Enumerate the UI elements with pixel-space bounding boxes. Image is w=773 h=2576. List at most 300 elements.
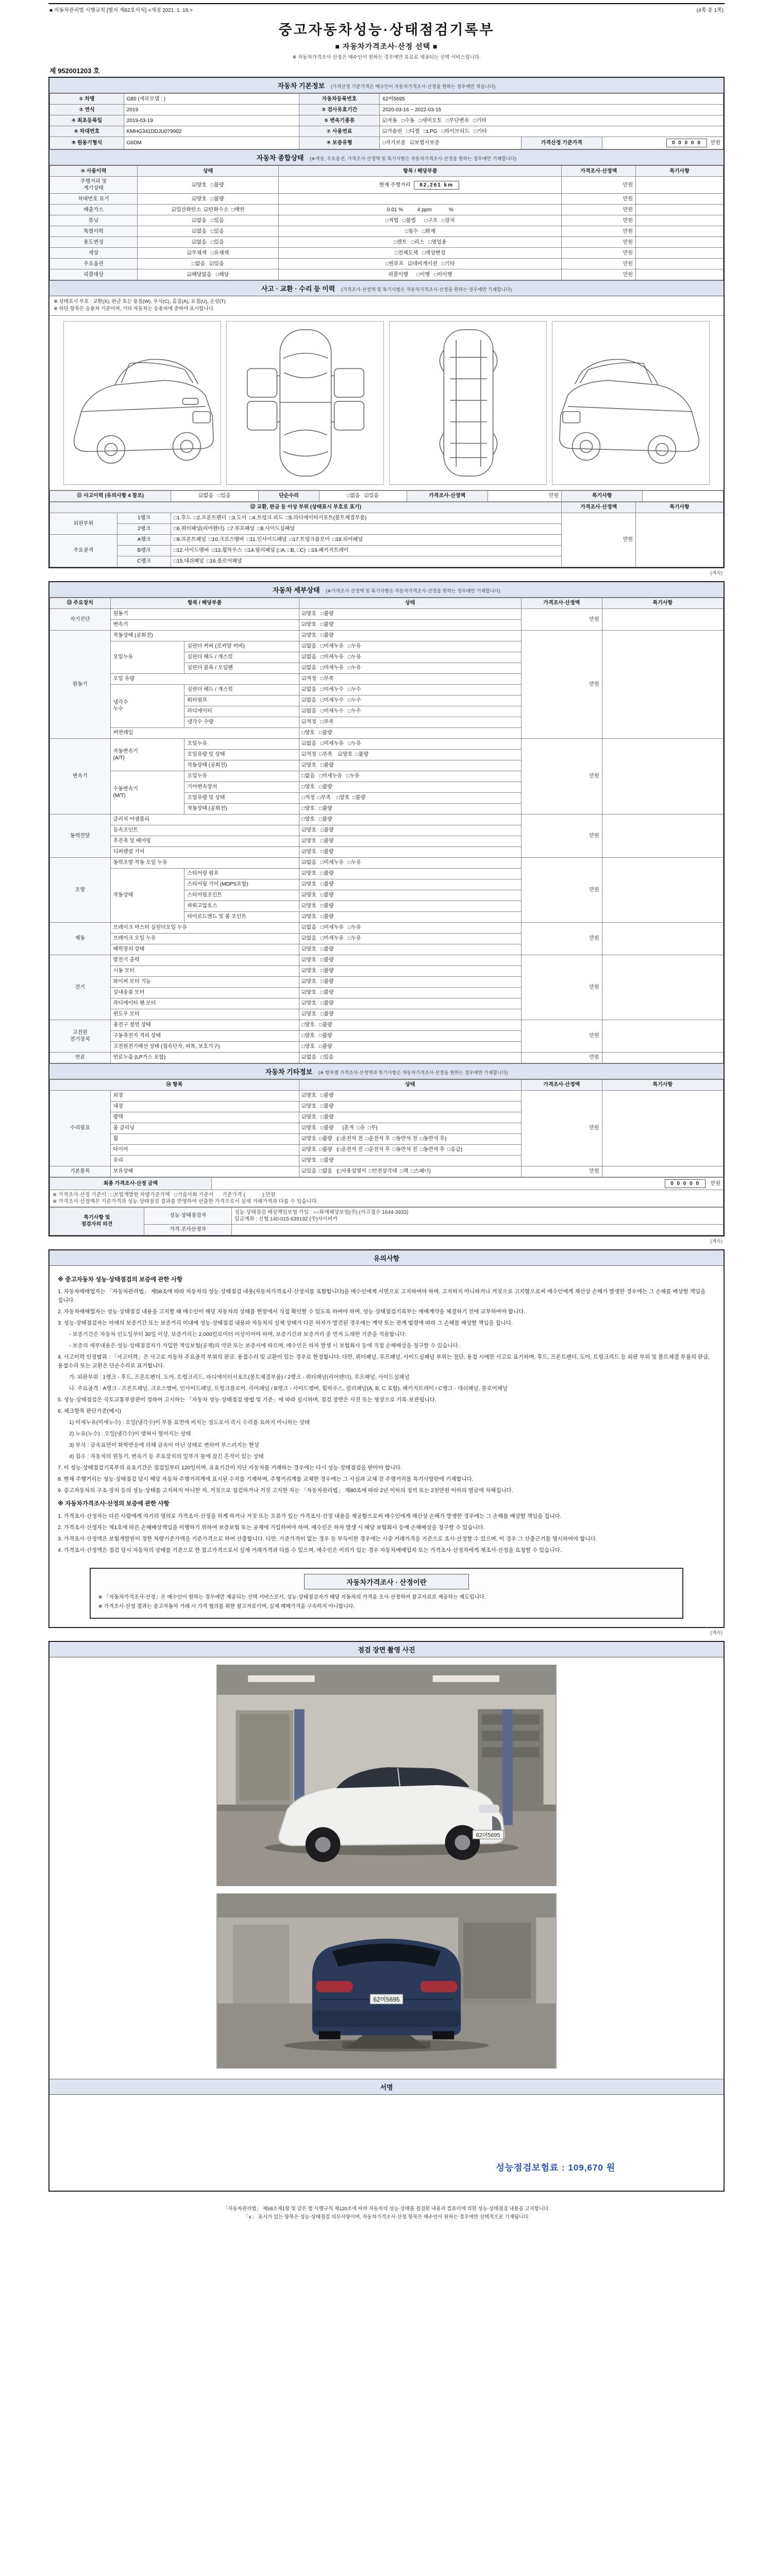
cell: 오일누유 [184,738,299,749]
basic-info-table [49,93,724,149]
cell[interactable]: □없음 ☑있음 [137,259,278,269]
cell: ③ 검사유효기간 [299,105,380,115]
cell: 만원 [562,215,636,226]
etc-info-table [49,1079,724,1177]
cell: 작동상태 (공회전) [184,803,299,814]
cell: 만원 [562,237,636,248]
accident-legend-2: ※ 하단 항목은 승용차 기준이며, 기타 자동차는 승용차에 준하여 표시합니다. [54,306,215,312]
notice-line: - 보증기간은 자동차 인도일부터 30일 이상, 보증거리는 2,000킬로미터 이상이어야 하며, 보증기간과 보증거리 중 먼저 도래한 기준을 적용합니다. [69,1331,407,1338]
cell: 만원 [562,226,636,237]
cell[interactable]: ☑양호 □불량 [299,630,521,641]
cell: 브레이크 마스터 실린더오일 누유 [110,922,299,933]
cell[interactable]: ☑양호 □불량 [299,846,521,857]
notice-line: ※ 가격조사·산정 결과는 중고자동차 거래 시 가격 협의를 위한 참고자료이며, 실제 매매가격을 구속하지 아니합니다. [98,1604,355,1610]
cell: 만원 [562,205,636,215]
footer-line-1: 「자동차관리법」 제58조제1항 및 같은 법 시행규칙 제120조에 따라 자동차의 성능·상태를 점검한 내용과 컴퓨터에 의한 성능·상태점검 내용을 고지합니다. [223,2206,550,2212]
cell: 냉각수 누수 [110,684,184,727]
cell[interactable]: ☑없음 □미세누유 □누유 [299,663,521,673]
page-marker: (4쪽 중 1쪽) [696,8,724,13]
cell [602,608,723,630]
continued-marker-1: (계속) [710,570,722,575]
section-accident-title: 사고 · 교환 · 수리 등 이력 [261,285,335,293]
cell: 타이어 [110,1144,299,1155]
cell[interactable]: ☑양호 □불량 [299,1155,521,1166]
cell [602,630,723,738]
section-overall-title: 자동차 종합상태 [256,154,304,162]
cell: 수리필요 [50,1090,111,1166]
cell: ⑩ 사용이력 [50,166,138,177]
cell: ⑪ 사고이력 (유의사항 4 참조) [50,490,171,501]
cell: 성능·상태점검 배상책임보험 가입 : ○○화재해상보험(주) (사고접수 1644-3933) 입금계좌 : 신협 140-015-639192 (주)사이버카 [231,1207,723,1224]
cell: B랭크 [117,545,171,556]
cell: 특기사항 [562,490,643,501]
cell[interactable]: ☑적정 □부족 [299,717,521,727]
cell[interactable]: ☑해당없음 □해당 [137,269,278,280]
cell [231,1224,723,1235]
block-vehicle-overview [48,77,725,568]
cell[interactable]: ☑양호 □불량 [299,976,521,987]
cell [602,1052,723,1063]
section-detail-title: 자동차 세부상태 [273,586,320,594]
notice-line: 1) 미세누유(미세누수) : 오일(냉각수)이 부품 표면에 비치는 정도로서 즉시 수리를 요하지 아니하는 상태 [69,1419,310,1426]
cell: 가격조사·산정액 [521,1079,602,1090]
notice-line: 2. 자동차매매업자는 성능·상태점검 내용을 고지할 때 매수인이 해당 자동차의 상태를 현장에서 직접 확인할 수 있도록 하여야 하며, 성능·상태점검기록부는 매매계약을 체결하기 전에 교부하여야 합니다. [58,1309,526,1315]
cell: ⑥ 차대번호 [50,126,124,137]
cell: 가격조사·산정액 [521,598,602,608]
cell[interactable]: ☑양호 □불량 [299,879,521,890]
cell: 연료누출 (LP가스 포함) [110,1052,299,1063]
section-accident-note: (가격조사·산정액 및 특기사항은 자동차가격조사·산정을 원하는 경우에만 기재합니다) [341,287,512,292]
cell: ⑦ 사용연료 [299,126,380,137]
cell[interactable]: ☑양호 □불량 [299,1090,521,1101]
cell: 가격산정 기준가격 [521,137,602,149]
cell: 주행거리 및 계기상태 [50,177,138,194]
cell[interactable]: □전체도색 □색상변경 [279,248,562,259]
cell: 조향 [50,857,111,922]
doc-no-value: 952001203 [58,67,92,75]
cell: 추진축 및 베어링 [110,836,299,846]
accident-legend-1: ※ 상태표시 부호 : 교환(X), 판금 또는 용접(W), 부식(C), 흠집(A), 요철(U), 손상(T) [54,299,226,304]
cell[interactable]: ☑없음 □미세누수 □누수 [299,684,521,695]
notice-line: 5. 성능·상태점검은 국토교통부장관이 정하여 고시하는 「자동차 성능·상태점검 방법 및 기준」에 따라 실시하며, 점검 장면은 사진 또는 영상으로 기록·보관됩니다. [58,1397,436,1403]
cell: 동력전달 [50,814,111,857]
cell [636,237,724,248]
cell[interactable]: ☑없음 □미세누유 □누유 [299,652,521,663]
cell: 오일 유량 [110,673,299,684]
cell: 외장 [110,1090,299,1101]
cell: 작동상태 [110,868,184,922]
cell[interactable]: ☑양호 □불량 (□운전석 전 □운전석 후 □동반석 전 □동반석 후 □응급) [299,1144,521,1155]
value-box: 0 0 0 0 0 [666,139,707,147]
photo2-license-plate: 62머5695 [373,1995,400,2003]
cell: 상태 [299,598,521,608]
cell: 고전원 전기장치 [50,1020,111,1052]
cell: ① 차명 [50,94,124,105]
cell: 냉각수 수량 [184,717,299,727]
cell: 오일누유 [184,771,299,782]
cell: 만원 [521,1090,602,1166]
car-diagram-front-perspective [63,321,221,485]
cell: 외판부위 [50,513,117,534]
block-photos-sign [48,1641,725,2192]
notice-line: 1. 자동차매매업자는 「자동차관리법」 제58조에 따라 자동차의 성능·상태점검 내용(자동차가격조사·산정서를 포함합니다)을 매수인에게 서면으로 고지하여야 하며, 고지하지 아니하거나 거짓으로 고지함으로써 매수인에게 재산상 손해가 발생한 경우에는 그 손해를 배상할 책임을 집니다. [58,1289,706,1304]
cell: 항목 / 해당부품 [279,166,562,177]
cell: 오일유량 및 상태 [184,749,299,760]
cell[interactable]: ☑양호 □불량 [299,998,521,1009]
block-detail-state [48,581,725,1236]
cell: 가격·조사산정자 [144,1224,231,1235]
value-box: 82,261 km [414,181,459,190]
cell [602,1166,723,1177]
cell: 만원 [562,259,636,269]
cell: 0 0 0 0 0 만원 [211,1177,723,1190]
cell: 수동변속기 (M/T) [110,771,184,814]
cell: G6DM [124,137,299,149]
cell: 만원 [562,248,636,259]
cell[interactable]: ☑없음 □있음 [137,215,278,226]
cell[interactable]: ☑없음 □미세누유 □누유 [299,933,521,944]
car-diagram-underbody-view [389,321,547,485]
cell[interactable]: ☑양호 □불량 [299,955,521,965]
cell[interactable]: □적정 □부족 □양호 □불량 [299,792,521,803]
cell[interactable]: □1.후드 □2.프론트펜더 □3.도어 □4.트렁크 리드 □5.라디에이터서포트(볼트체결부품) [171,513,562,523]
inspector-opinion-table [49,1207,724,1235]
form-subtitle-note: ※ 자동차가격조사·산정은 매수인이 원하는 경우에만 유료로 제공되는 선택 서비스입니다. [292,55,481,60]
cell[interactable]: □양호 □불량 [299,1030,521,1041]
cell: 스티어링조인트 [184,890,299,901]
notice-line: 9. 중고자동차의 구조·장치 등의 성능·상태를 고지하지 아니한 자, 거짓으로 점검하거나 거짓 고지한 자는 「자동차관리법」 제80조에 따라 2년 이하의 징역 또는 2천만원 이하의 벌금에 처해집니다. [58,1487,513,1494]
cell[interactable]: ☑양호 □불량 [137,194,278,205]
notice-line: ※ 자동차가격조사·산정의 보증에 관한 사항 [58,1501,170,1507]
cell[interactable]: ☑양호 □불량 [299,987,521,998]
cell[interactable]: ☑무채색 □유채색 [137,248,278,259]
cell: 배출가스 [50,205,138,215]
cell [636,194,724,205]
cell[interactable]: □양호 □불량 [299,803,521,814]
cell: 특기사항 및 점검자의 의견 [50,1207,144,1235]
notice-line: ※ 「자동차가격조사·산정」은 매수인이 원하는 경우에만 제공되는 선택 서비스로서, 성능·상태점검자가 해당 자동차의 가격을 조사·산정하여 참고자료로 제공하는 제도입니다. [98,1594,486,1600]
cell: 기본품목 [50,1166,111,1177]
notice-line: 8. 현재 주행거리는 성능·상태점검 당시 해당 자동차 주행거리계에 표시된 수치를 기재하며, 주행거리계를 교체한 경우에는 그 사실과 교체 전 주행거리를 특기사항란에 기재합니다. [58,1476,474,1483]
cell: 상태 [299,1079,521,1090]
cell: 휠 [110,1133,299,1144]
cell[interactable]: ☑양호 □불량 [299,965,521,976]
cell[interactable]: ☑양호 □불량 [299,890,521,901]
cell: 스티어링 펌프 [184,868,299,879]
cell: C랭크 [117,556,171,567]
cell[interactable]: ☑없음 □있음 [137,226,278,237]
cell: KMHG341DDJU079902 [124,126,299,137]
cell [602,955,723,1020]
cell[interactable]: ☑양호 □불량 [299,608,521,619]
cell: 0.01 % 4 ppm % [279,205,562,215]
cell: 커먼레일 [110,727,299,738]
detail-state-table [49,598,724,1063]
cell: 만원 [562,513,636,567]
cell[interactable]: ☑양호 □불량 [299,1112,521,1123]
notice-line: 6. 체크항목 판단기준(예시) [58,1408,122,1415]
cell: 튜닝 [50,215,138,226]
cell: 자동차등록번호 [299,94,380,105]
form-footer [48,2205,725,2222]
cell[interactable]: ☑양호 □불량 [137,177,278,194]
cell[interactable]: ☑양호 □불량 (□운전석 전 □운전석 후 □동반석 전 □동반석 후) [299,1133,521,1144]
notice-line: 4. 가격조사·산정액은 점검 당시 자동차의 상태를 기준으로 한 참고가격으로서 실제 거래가격과 다를 수 있으며, 매수인은 이의가 있는 경우 자동차매매업자 또는 가격조사·산정자에게 재조사·산정을 요청할 수 있습니다. [58,1547,562,1553]
cell: 만원 [521,1052,602,1063]
cell[interactable]: ☑양호 □불량 [299,836,521,846]
cell: 특기사항 [602,1079,723,1090]
cell[interactable]: ☑없음 □미세누수 □누수 [299,695,521,706]
cell: 가격조사·산정액 [562,502,636,513]
cell: 워터펌프 [184,695,299,706]
cell: 원동기 [110,608,299,619]
cell[interactable]: □9.프론트패널 □10.크로스멤버 □11.인사이드패널 □17.트렁크플로어 □18.리어패널 [171,534,562,545]
section-detail-note: (※가격조사·산정액 및 특기사항은 자동차가격조사·산정을 원하는 경우에만 기재합니다) [326,588,500,594]
cell: 타이로드엔드 및 볼 조인트 [184,911,299,922]
cell: 자동변속기 (A/T) [110,738,184,771]
inspection-photo-rear [216,1893,557,2069]
cell[interactable]: ☑양호 □불량 [299,944,521,955]
cell: ⑧ 원동기형식 [50,137,124,149]
cell: ④ 최초등록일 [50,115,124,126]
cell: 2019-03-19 [124,115,299,126]
cell: 2랭크 [117,523,171,534]
section-accident-history [49,280,724,296]
cell: 특기사항 [636,166,724,177]
cell: 원동기 [50,630,111,738]
cell[interactable]: ☑없음 □미세누수 □누수 [299,706,521,717]
cell[interactable]: ☑없음 □있음 [137,237,278,248]
cell[interactable]: □양호 □불량 [299,814,521,825]
cell: 고전원전기배선 상태 (접속단자, 피복, 보호기구) [110,1041,299,1052]
notice-line: 가. 외판부위 : 1랭크 - 후드, 프론트펜더, 도어, 트렁크리드, 라디에이터서포트(볼트체결부품) / 2랭크 - 쿼터패널(리어펜더), 루프패널, 사이드실패널 [69,1374,410,1381]
cell: 브레이크 오일 누유 [110,933,299,944]
cell: 리콜대상 [50,269,138,280]
cell: G80 (세부모델 : ) [124,94,299,105]
price-survey-info-lines [98,1594,675,1611]
cell: 1랭크 [117,513,171,523]
cell[interactable]: □6.쿼터패널(리어펜더) □7.루프패널 □8.사이드실패널 [171,523,562,534]
cell[interactable]: ☑양호 □불량 [299,901,521,911]
cell[interactable]: □자가보증 ☑보험사보증 [380,137,521,149]
cell: ⑨ 보증유형 [299,137,380,149]
cell: ② 연식 [50,105,124,115]
doc-no-prefix: 제 [49,67,56,75]
section-basic-title: 자동차 기본정보 [277,82,325,90]
cell: 0 0 0 0 0 만원 [602,137,723,149]
continued-marker-3: (계속) [710,1630,722,1635]
footer-line-2: 「∨」 표시가 있는 항목은 성능·상태점검 의무사항이며, 자동차가격조사·산정 항목은 매수인이 원하는 경우에만 선택적으로 기재됩니다. [243,2214,530,2220]
car-diagram-top-view [226,321,384,485]
cell: 상태 [137,166,278,177]
cell [602,738,723,814]
cell: 만원 [562,177,636,194]
cell: 발전기 출력 [110,955,299,965]
section-etc-info [49,1063,724,1079]
section-overall-note: (※색상, 주요옵션, 가격조사·산정액 및 특기사항은 자동차가격조사·산정을 원하는 경우에만 기재합니다) [310,156,517,161]
cell[interactable]: □양호 □불량 [299,1020,521,1030]
cell: 동력조향 작동 오일 누유 [110,857,299,868]
cell[interactable]: ☑없음 □미세누유 □누유 [299,857,521,868]
continued-marker-2: (계속) [710,1238,722,1244]
cell: 스티어링 기어 (MDPS포함) [184,879,299,890]
cell: 광택 [110,1112,299,1123]
cell: 보유상태 [110,1166,299,1177]
cell: 내장 [110,1101,299,1112]
cell[interactable]: ☑양호 □불량 [299,868,521,879]
cell[interactable]: □침수 □화재 [279,226,562,237]
cell: 주요골격 [50,534,117,567]
cell: 62머5695 [380,94,724,105]
signature-area [49,2095,724,2191]
cell[interactable]: □15.대쉬패널 □16.플로어패널 [171,556,562,567]
cell: 구동축전지 격리 상태 [110,1030,299,1041]
price-survey-info-box [90,1568,683,1619]
cell: 만원 [562,269,636,280]
cell [602,814,723,857]
cell: 라디에이터 [184,706,299,717]
cell [636,205,724,215]
cell [636,226,724,237]
cell[interactable]: 리콜이행 □이행 □미이행 [279,269,562,280]
cell: ⑭ 항목 [50,1079,299,1090]
cell: 특기사항 [636,502,724,513]
cell[interactable]: ☑양호 □불량 [299,825,521,836]
cell [643,490,724,501]
cell: 연료 [50,1052,111,1063]
cell [602,922,723,955]
notice-line: 3. 성능·상태점검자는 아래의 보증기간 또는 보증거리 이내에 성능·상태점검 내용과 자동차의 실제 상태가 다른 하자가 발견된 경우에는 계약 또는 관계 법령에 따라 그 손해를 배상할 책임을 집니다. [58,1320,513,1327]
cell[interactable]: ☑가솔린 □디젤 □LPG □하이브리드 □기타 [380,126,724,137]
cell: 단순수리 [259,490,320,501]
cell: 만원 [521,1166,602,1177]
accident-legend [49,296,724,316]
cell: 작동상태 (공회전) [110,630,299,641]
cell: 만원 [521,955,602,1020]
cell[interactable]: ☑없음 □미세누유 □누유 [299,641,521,652]
cell: 항목 / 해당부품 [110,598,299,608]
value-box: 0 0 0 0 0 [665,1179,705,1188]
cell [636,248,724,259]
cell: 전기 [50,955,111,1020]
cell: 만원 [521,1020,602,1052]
photo-area [49,1657,724,2079]
cell: 실린더 헤드 / 개스킷 [184,684,299,695]
cell[interactable]: □없음 ☑있음 [319,490,407,501]
cell[interactable]: ☑적정 □부족 [299,673,521,684]
cell[interactable]: ☑없음 □미세누유 □누유 [299,738,521,749]
cell: 룸 클리닝 [110,1123,299,1133]
cell: 기어변속장치 [184,782,299,792]
section-photos-title: 점검 장면 촬영 사진 [358,1646,415,1654]
cell: 윈도우 모터 [110,1009,299,1020]
cell: 자기진단 [50,608,111,630]
cell: 특기사항 [602,598,723,608]
cell: 색상 [50,248,138,259]
section-etc-title: 자동차 기타정보 [265,1067,313,1076]
notice-line: 나. 주요골격 : A랭크 - 프론트패널, 크로스멤버, 인사이드패널, 트렁크플로어, 리어패널 / B랭크 - 사이드멤버, 휠하우스, 필러패널(A, B, C 포함), 패키지트레이 / C랭크 - 대쉬패널, 플로어패널 [69,1385,508,1392]
cell[interactable]: ☑양호 □불량 (흔적 □유 □무) [299,1123,521,1133]
cell[interactable]: □양호 □불량 [299,1041,521,1052]
cell: 2019 [124,105,299,115]
notice-line: 3) 부식 : 금속표면이 화학반응에 의해 금속이 아닌 상태로 변하여 부스러지는 현상 [69,1442,259,1449]
cell: 등속조인트 [110,825,299,836]
cell[interactable]: □적법 □불법 □구조 □장치 [279,215,562,226]
cell: 디퍼렌셜 기어 [110,846,299,857]
car-diagram-area [49,316,724,490]
cell: 만원 [521,922,602,955]
cell: 만원 [521,857,602,922]
notice-line: 4) 침수 : 자동차의 원동기, 변속기 등 주요장치의 일부가 물에 잠긴 흔적이 있는 상태 [69,1453,264,1460]
cell[interactable]: □12.사이드멤버 □13.휠하우스 □14.필러패널 (□A, □B, □C) □19.패키지트레이 [171,545,562,556]
cell[interactable]: □양호 □불량 [299,782,521,792]
cell: 제동 [50,922,111,955]
notice-body [49,1266,724,1561]
cell [636,259,724,269]
cell: 오일유량 및 상태 [184,792,299,803]
cell: 특별이력 [50,226,138,237]
cell [636,513,724,567]
cell[interactable]: ☑없음 □미세누유 □누유 [299,922,521,933]
cell[interactable]: ※ 가격조사·산정 기준서 : □보험개발원 차량기준가액 □기술사회 기준서 기준가격 ( ) 만원 ※ 가격조사·산정액은 기준가격과 성능·상태점검 결과를 반영하여 산출한 가격으로서 실제 거래가격과 다를 수 있습니다. [50,1190,724,1207]
cell: 만원 [521,814,602,857]
cell[interactable]: ☑양호 □불량 [299,1009,521,1020]
inspection-photo-front [216,1665,557,1886]
form-page [48,0,725,2222]
cell[interactable]: ☑없음 □있음 [171,490,259,501]
section-etc-note: (※ 항목별 가격조사·산정액과 특기사항은 자동차가격조사·산정을 원하는 경우에만 기재합니다) [318,1070,508,1075]
cell[interactable]: ☑양호 □불량 [299,1101,521,1112]
cell[interactable]: ☑양호 □불량 [299,760,521,771]
section-basic-info [49,78,724,93]
cell[interactable]: □양호 □불량 [299,727,521,738]
cell[interactable]: □렌트 □리스 □영업용 [279,237,562,248]
cell: 차대번호 표기 [50,194,138,205]
cell: 변속기 [50,738,111,814]
cell: 클러치 어셈블리 [110,814,299,825]
cell[interactable]: ☑자동 □수동 □세미오토 □무단변속 □기타 [380,115,724,126]
document-number [49,65,725,75]
doc-no-suffix: 호 [93,67,100,75]
photo1-license-plate: 62머5695 [476,1832,500,1839]
cell[interactable]: ☑있음 □없음 (□사용설명서 □안전삼각대 □잭 □스패너) [299,1166,521,1177]
cell [636,215,724,226]
cell[interactable]: □없음 □미세누유 □누유 [299,771,521,782]
cell: 가격조사·산정액 [562,166,636,177]
cell: 용도변경 [50,237,138,248]
cell[interactable]: ☑양호 □불량 [299,619,521,630]
section-basic-note: (가격산정 기준가격은 매수인이 자동차가격조사·산정을 원하는 경우에만 적습니다) [330,84,496,89]
section-notice-title: 유의사항 [373,1254,400,1262]
cell[interactable]: ☑양호 □불량 [299,911,521,922]
accident-history-table [49,490,724,502]
notice-line: 2) 누유(누수) : 오일(냉각수)이 맺혀서 떨어지는 상태 [69,1431,191,1437]
cell: 실린더 커버 (로커암 커버) [184,641,299,652]
form-header-line [48,3,725,13]
cell[interactable]: ☑적정 □부족 ☑양호 □불량 [299,749,521,760]
cell[interactable]: □썬루프 ☑네비게이션 □기타 [279,259,562,269]
block-notice [48,1249,725,1628]
cell: 현재 주행거리 82,261 km [279,177,562,194]
cell[interactable]: ☑없음 □있음 [299,1052,521,1063]
notice-line: - 보증의 세부내용은 성능·상태점검자가 가입한 책임보험(공제)의 약관 또는 보증서에 따르며, 매수인은 하자 발생 시 보험회사 등에 직접 손해배상을 청구할 수 있습니다. [69,1343,460,1349]
cell[interactable]: ☑일산화탄소 ☑탄화수소 □매연 [137,205,278,215]
section-notice [49,1250,724,1266]
cell [602,1020,723,1052]
cell: 만원 [521,608,602,630]
section-photos [49,1642,724,1657]
cell [602,857,723,922]
